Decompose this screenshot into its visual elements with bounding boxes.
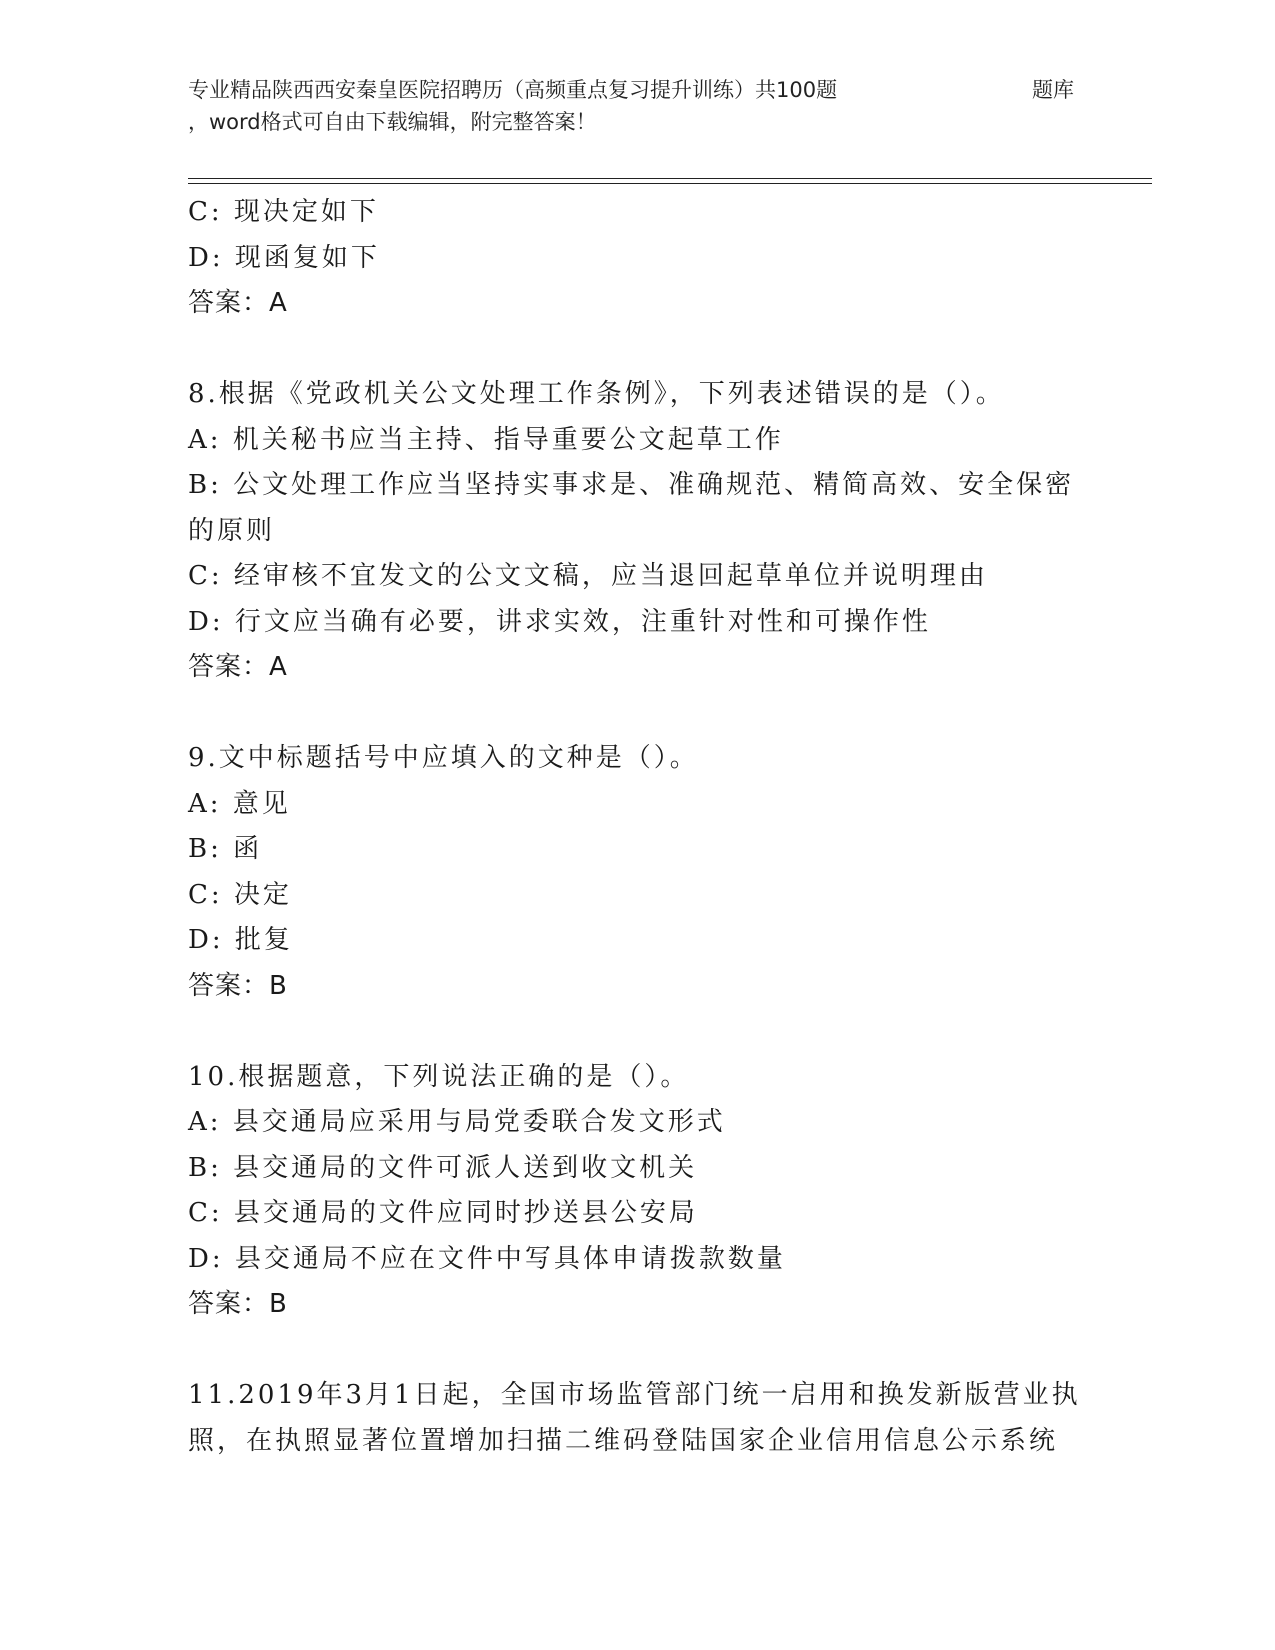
question-10-block [188,1055,1088,1328]
q10-answer: 答案：B [188,1289,288,1319]
header-rule-bottom [188,183,1152,184]
question-8-block [188,372,1088,691]
page-header [188,74,1088,138]
q9-option-d: D: 批复 [188,925,293,955]
q11-question-line-2: 照，在执照显著位置增加扫描二维码登陆国家企业信用信息公示系统 [188,1425,1059,1456]
question-9-block [188,736,1088,1009]
q9-option-a: A: 意见 [188,788,291,819]
q9-option-c: C: 决定 [188,879,292,910]
q10-option-a: A: 县交通局应采用与局党委联合发文形式 [188,1107,726,1137]
q9-answer: 答案：B [188,970,288,1001]
question-content [188,190,1088,1464]
question-7-block [188,190,1088,327]
q8-option-b-line-1: B: 公文处理工作应当坚持实事求是、准确规范、精简高效、安全保密 [188,470,1075,500]
q8-option-a: A: 机关秘书应当主持、指导重要公文起草工作 [188,424,784,455]
q10-option-b: B: 县交通局的文件可派人送到收文机关 [188,1152,698,1183]
q10-question: 10.根据题意，下列说法正确的是（）。 [188,1061,690,1092]
q11-question-line-1: 11.2019年3月1日起，全国市场监管部门统一启用和换发新版营业执 [188,1380,1081,1410]
header-tag: 题库 [1032,78,1074,102]
q7-option-c: C: 现决定如下 [188,197,379,227]
q7-option-d: D: 现函复如下 [188,242,380,273]
q9-question: 9.文中标题括号中应填入的文种是（）。 [188,743,699,773]
q8-option-b-line-2: 的原则 [188,515,276,546]
spacer [188,327,1088,373]
header-subtitle: ，word格式可自由下载编辑，附完整答案！ [188,110,597,134]
q9-option-b: B: 函 [188,834,263,864]
q8-option-c: C: 经审核不宜发文的公文文稿，应当退回起草单位并说明理由 [188,561,988,591]
spacer [188,1328,1088,1374]
header-rule-top [188,178,1152,179]
q8-question: 8.根据《党政机关公文处理工作条例》，下列表述错误的是（）。 [188,379,1005,409]
q10-option-d: D: 县交通局不应在文件中写具体申请拨款数量 [188,1243,786,1274]
question-11-block [188,1373,1088,1464]
q8-answer: 答案：A [188,652,288,682]
header-title: 专业精品陕西西安秦皇医院招聘历（高频重点复习提升训练）共100题 [188,78,838,102]
header-line-1 [188,74,1088,106]
spacer [188,691,1088,737]
q10-option-c: C: 县交通局的文件应同时抄送县公安局 [188,1198,698,1228]
q7-answer: 答案：A [188,288,288,318]
q8-option-d: D: 行文应当确有必要，讲求实效，注重针对性和可操作性 [188,606,931,637]
spacer [188,1009,1088,1055]
